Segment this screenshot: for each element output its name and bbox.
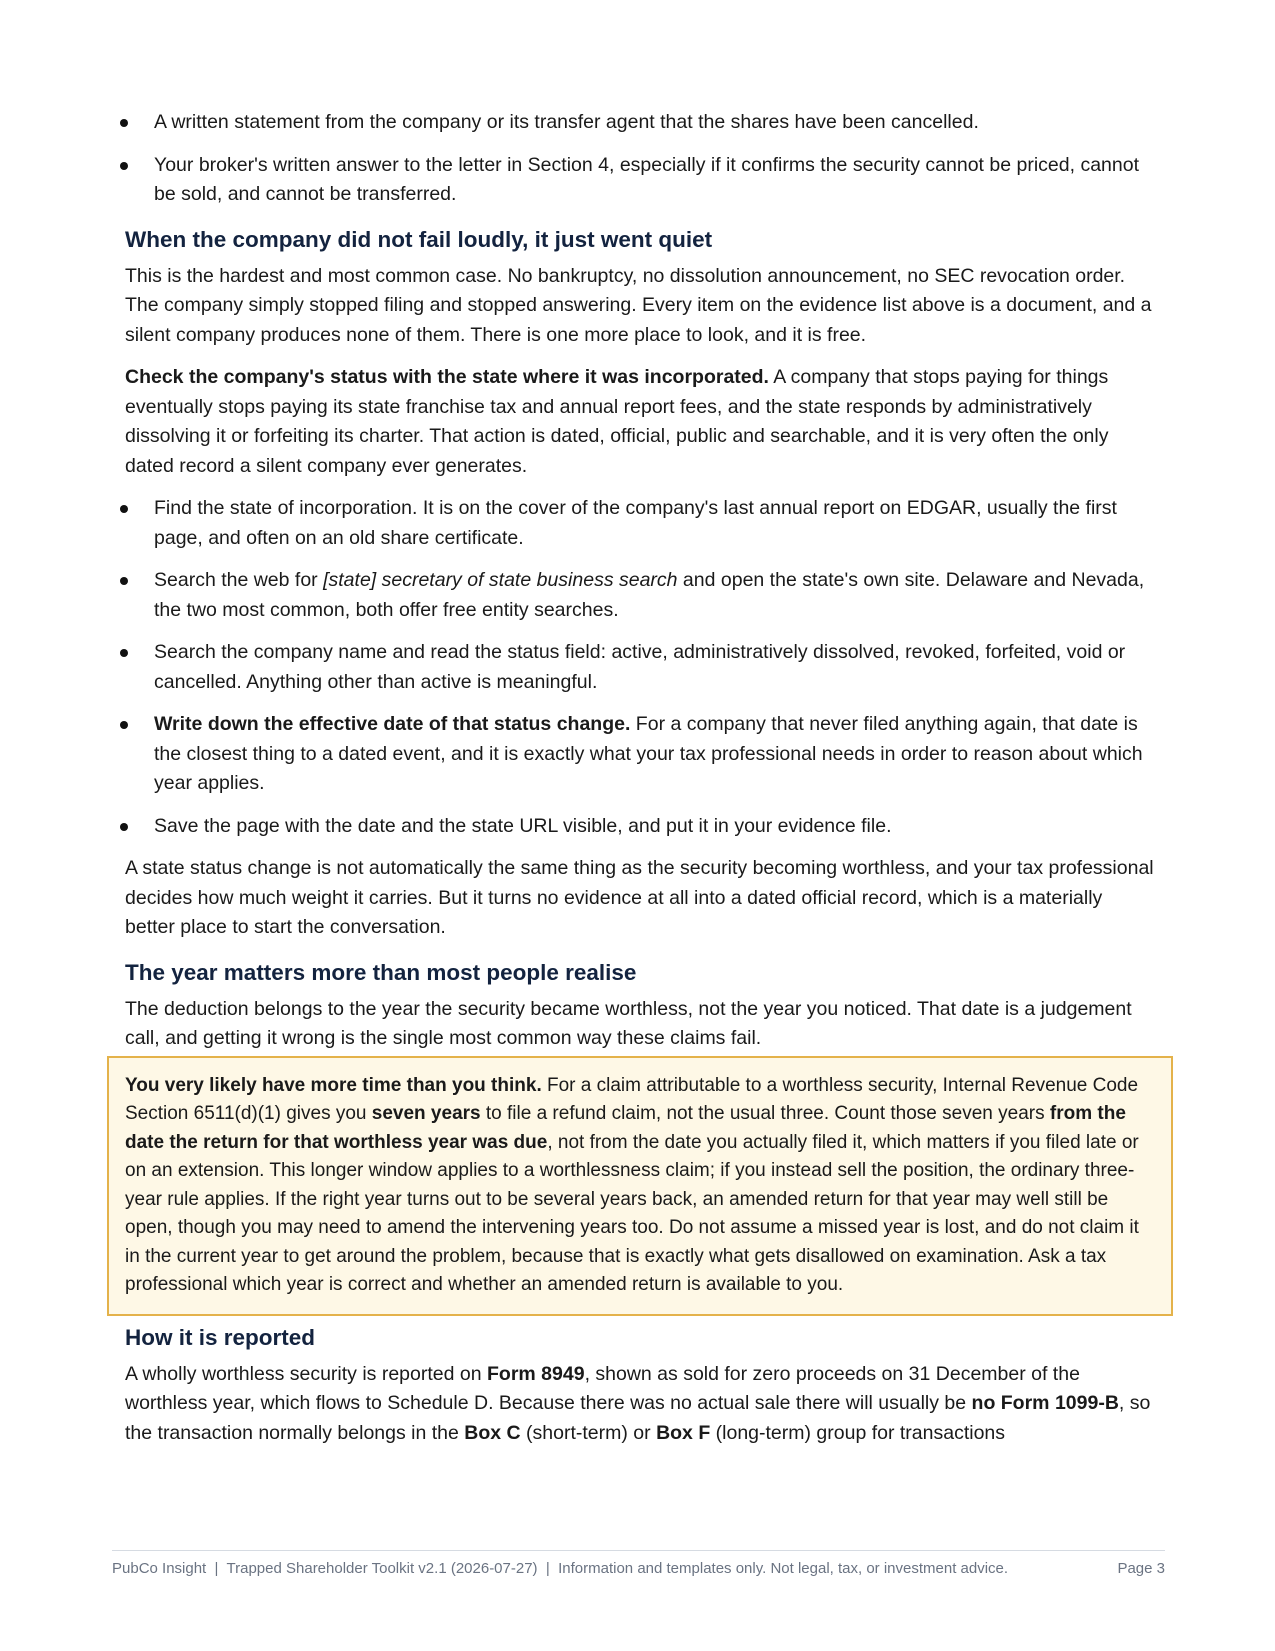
bullet-dot bbox=[120, 505, 128, 513]
bullet-dot bbox=[120, 649, 128, 657]
bold-text: Box C bbox=[464, 1421, 521, 1444]
state-check-bullet-list bbox=[125, 494, 1155, 841]
bullet-text: Your broker's written answer to the letter in Section 4, especially if it confirms the security cannot be priced, cannot be sold, and cannot be transferred. bbox=[154, 153, 1139, 205]
bullet-dot bbox=[120, 119, 128, 127]
bullet-text: Search the web for bbox=[154, 569, 324, 591]
bold-text: from the date the return for that worthless year was due bbox=[125, 1103, 1126, 1153]
bullet-dot bbox=[120, 823, 128, 831]
list-item bbox=[125, 494, 1155, 553]
paragraph-text: A company that stops paying for things eventually stops paying its state franchise tax and annual report fees, and the state responds by administratively dissolving it or forfeiting its charter. That action is dated, official, public and searchable, and it is very often the only dated record a silent company ever generates. bbox=[125, 366, 1109, 477]
bold-text: Write down the effective date of that status change. bbox=[154, 713, 631, 735]
paragraph bbox=[125, 363, 1155, 481]
paragraph-text: (long-term) group for transactions bbox=[710, 1421, 1006, 1444]
callout-text bbox=[125, 1072, 1155, 1300]
paragraph bbox=[125, 1360, 1155, 1449]
document-page bbox=[125, 108, 1155, 1461]
bullet-dot bbox=[120, 721, 128, 729]
bullet-text: and open the state's own site. Delaware and Nevada, the two most common, both offer free entity searches. bbox=[154, 569, 1145, 621]
list-item bbox=[125, 151, 1155, 210]
callout-text-run: to file a refund claim, not the usual three. Count those seven years bbox=[480, 1103, 1050, 1124]
list-item bbox=[125, 108, 1155, 138]
paragraph-text: A wholly worthless security is reported on bbox=[125, 1362, 487, 1385]
bullet-text: Search the company name and read the status field: active, administratively dissolved, revoked, forfeited, void or cancelled. Anything other than active is meaningful. bbox=[154, 641, 1126, 693]
paragraph-text: , so the transaction normally belongs in the bbox=[125, 1392, 1151, 1444]
bullet-dot bbox=[120, 162, 128, 170]
list-item bbox=[125, 638, 1155, 697]
page-footer bbox=[112, 1550, 1165, 1577]
bold-text: You very likely have more time than you think. bbox=[125, 1074, 542, 1096]
italic-text: [state] secretary of state business search bbox=[323, 569, 678, 591]
bullet-text: A written statement from the company or its transfer agent that the shares have been cancelled. bbox=[154, 111, 979, 133]
section-heading-year: The year matters more than most people realise bbox=[125, 959, 637, 985]
bullet-text: For a company that never filed anything again, that date is the closest thing to a dated event, and it is exactly what your tax professional needs in order to reason about which year applies. bbox=[154, 713, 1143, 794]
bullet-text: Save the page with the date and the state URL visible, and put it in your evidence file. bbox=[154, 814, 892, 837]
bold-text: Check the company's status with the state where it was incorporated. bbox=[125, 366, 769, 388]
section-heading-quiet: When the company did not fail loudly, it just went quiet bbox=[125, 226, 713, 252]
list-item bbox=[125, 812, 1155, 842]
callout-text-run: For a claim attributable to a worthless security, Internal Revenue Code Section 6511(d)(1) gives you bbox=[125, 1074, 1139, 1124]
paragraph: The deduction belongs to the year the security became worthless, not the year you noticed. That date is a judgement call, and getting it wrong is the single most common way these claims fail. bbox=[125, 997, 1132, 1049]
evidence-bullet-list bbox=[125, 108, 1155, 210]
bold-text: Box F bbox=[656, 1421, 711, 1444]
bullet-dot bbox=[120, 577, 128, 585]
page-number: Page 3 bbox=[1117, 1560, 1165, 1577]
paragraph-text: (short-term) or bbox=[520, 1421, 657, 1444]
bold-text: Form 8949 bbox=[487, 1362, 585, 1385]
callout-text-run: , not from the date you actually filed it, which matters if you filed late or on an extension. This longer window applies to a worthlessness claim; if you instead sell the position, the ordinary three-year rule applies. If the right year turns out to be several years back, an amended return for that year may well still be open, though you may need to amend the intervening years too. Do not assume a missed year is lost, and do not claim it in the current year to get around the problem, because that is exactly what gets disallowed on examination. Ask a tax professional which year is correct and whether an amended return is available to you. bbox=[125, 1131, 1139, 1295]
section-heading-report: How it is reported bbox=[125, 1324, 316, 1350]
time-limit-callout bbox=[107, 1056, 1173, 1316]
list-item bbox=[125, 566, 1155, 625]
footer-disclaimer: PubCo Insight | Trapped Shareholder Toolkit v2.1 (2026-07-27) | Information and templates only. Not legal, tax, or investment advice. bbox=[112, 1560, 1009, 1577]
bullet-text: Find the state of incorporation. It is on the cover of the company's last annual report on EDGAR, usually the first page, and often on an old share certificate. bbox=[154, 497, 1117, 549]
list-item bbox=[125, 710, 1155, 799]
paragraph-text: , shown as sold for zero proceeds on 31 December of the worthless year, which flows to Schedule D. Because there was no actual sale there will usually be bbox=[125, 1362, 1080, 1414]
paragraph: A state status change is not automatically the same thing as the security becoming worthless, and your tax professional decides how much weight it carries. But it turns no evidence at all into a dated official record, which is a materially better place to start the conversation. bbox=[125, 857, 1154, 938]
bold-text: seven years bbox=[371, 1103, 481, 1124]
bold-text: no Form 1099-B bbox=[971, 1392, 1119, 1414]
paragraph: This is the hardest and most common case. No bankruptcy, no dissolution announcement, no SEC revocation order. The company simply stopped filing and stopped answering. Every item on the evidence list above is a document, and a silent company produces none of them. There is one more place to look, and it is free. bbox=[125, 264, 1152, 346]
